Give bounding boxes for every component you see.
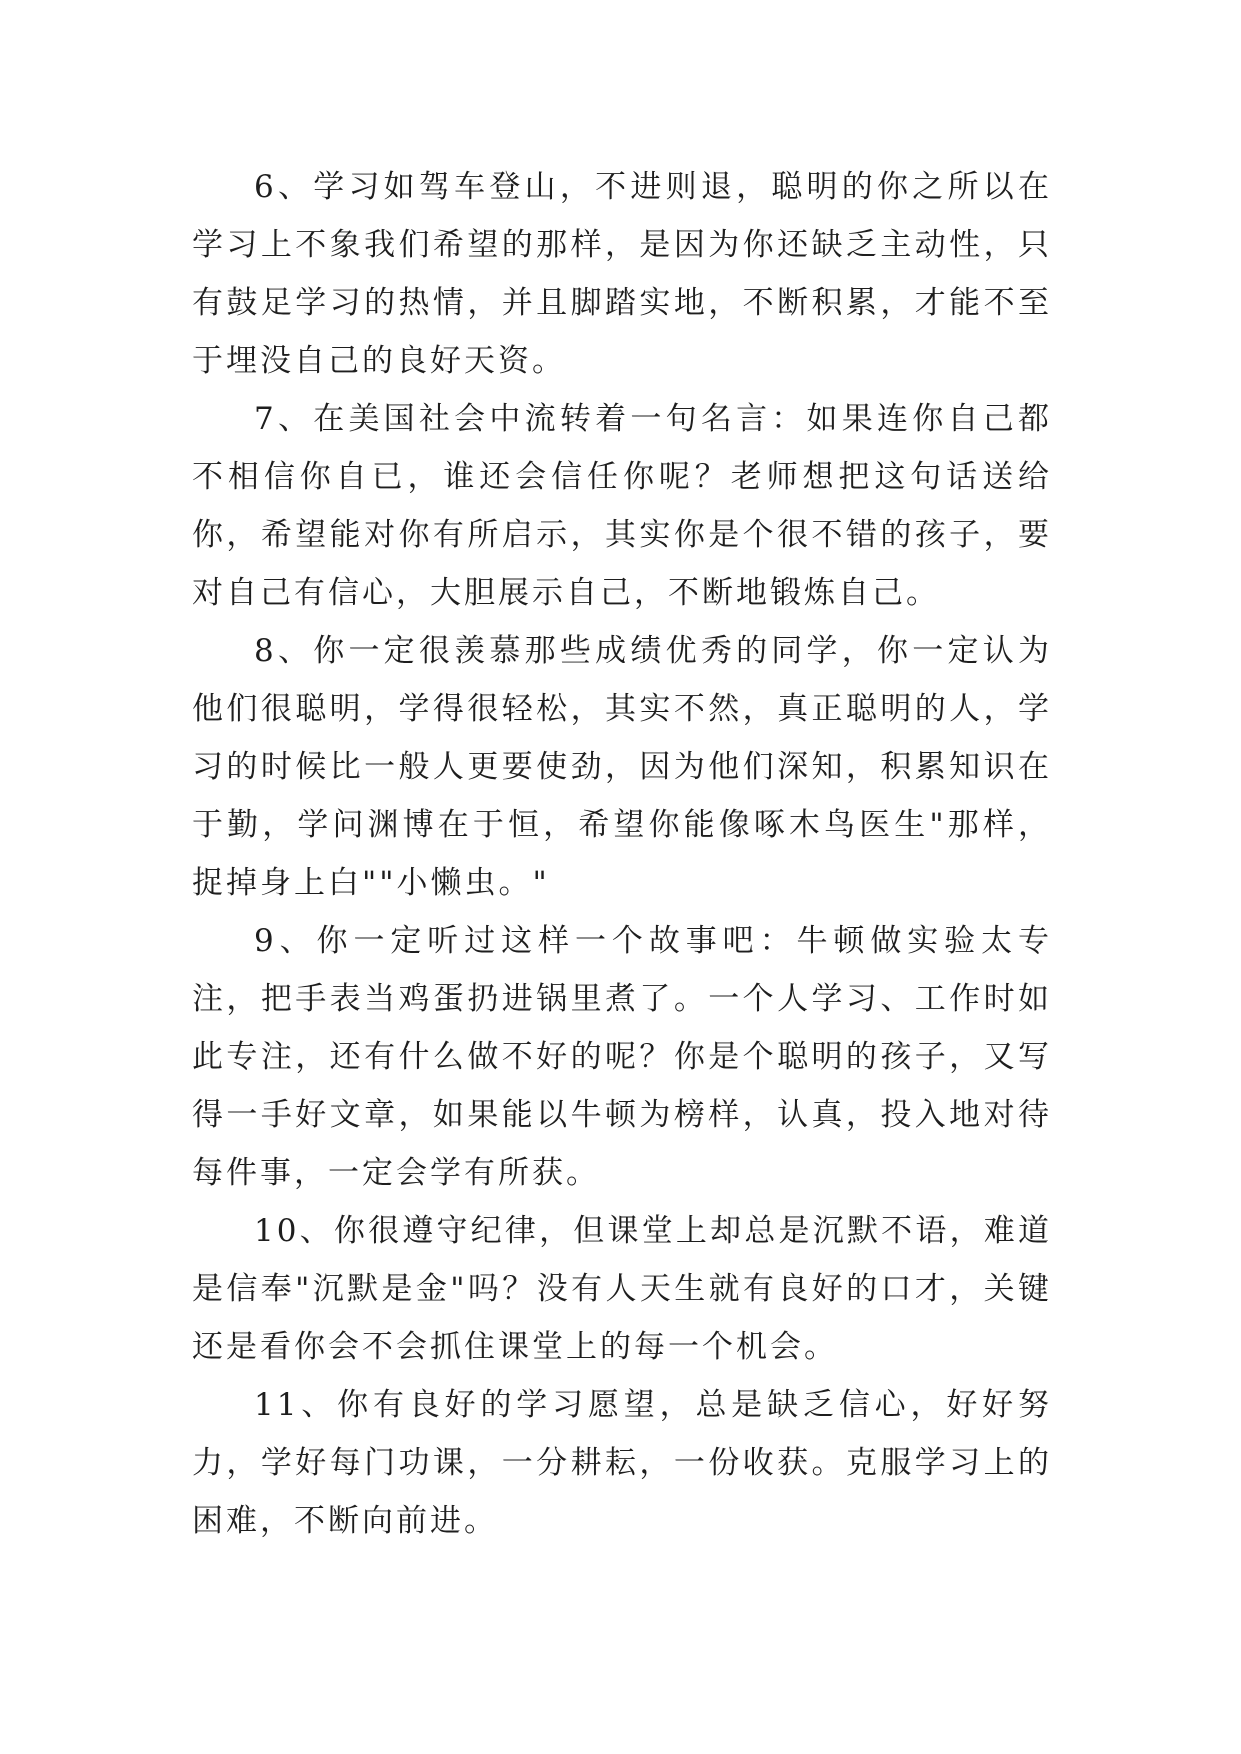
- document-body: [192, 158, 1052, 1550]
- paragraph-6: 6、学习如驾车登山，不进则退，聪明的你之所以在学习上不象我们希望的那样，是因为你还缺乏主动性，只有鼓足学习的热情，并且脚踏实地，不断积累，才能不至于埋没自己的良好天资。: [192, 169, 1052, 379]
- paragraph-10: 10、你很遵守纪律，但课堂上却总是沉默不语，难道是信奉"沉默是金"吗？没有人天生就有良好的口才，关键还是看你会不会抓住课堂上的每一个机会。: [192, 1213, 1052, 1365]
- paragraph-7: 7、在美国社会中流转着一句名言：如果连你自己都不相信你自已，谁还会信任你呢？老师想把这句话送给你，希望能对你有所启示，其实你是个很不错的孩子，要对自己有信心，大胆展示自己，不断地锻炼自己。: [192, 401, 1052, 611]
- paragraph-9: 9、你一定听过这样一个故事吧：牛顿做实验太专注，把手表当鸡蛋扔进锅里煮了。一个人学习、工作时如此专注，还有什么做不好的呢？你是个聪明的孩子，又写得一手好文章，如果能以牛顿为榜样，认真，投入地对待每件事，一定会学有所获。: [192, 923, 1052, 1191]
- paragraph-8: 8、你一定很羡慕那些成绩优秀的同学，你一定认为他们很聪明，学得很轻松，其实不然，真正聪明的人，学习的时候比一般人更要使劲，因为他们深知，积累知识在于勤，学问渊博在于恒，希望你能像啄木鸟医生"那样，捉掉身上白""小懒虫。": [192, 633, 1052, 901]
- paragraph-11: 11、你有良好的学习愿望，总是缺乏信心，好好努力，学好每门功课，一分耕耘，一份收获。克服学习上的困难，不断向前进。: [192, 1387, 1052, 1539]
